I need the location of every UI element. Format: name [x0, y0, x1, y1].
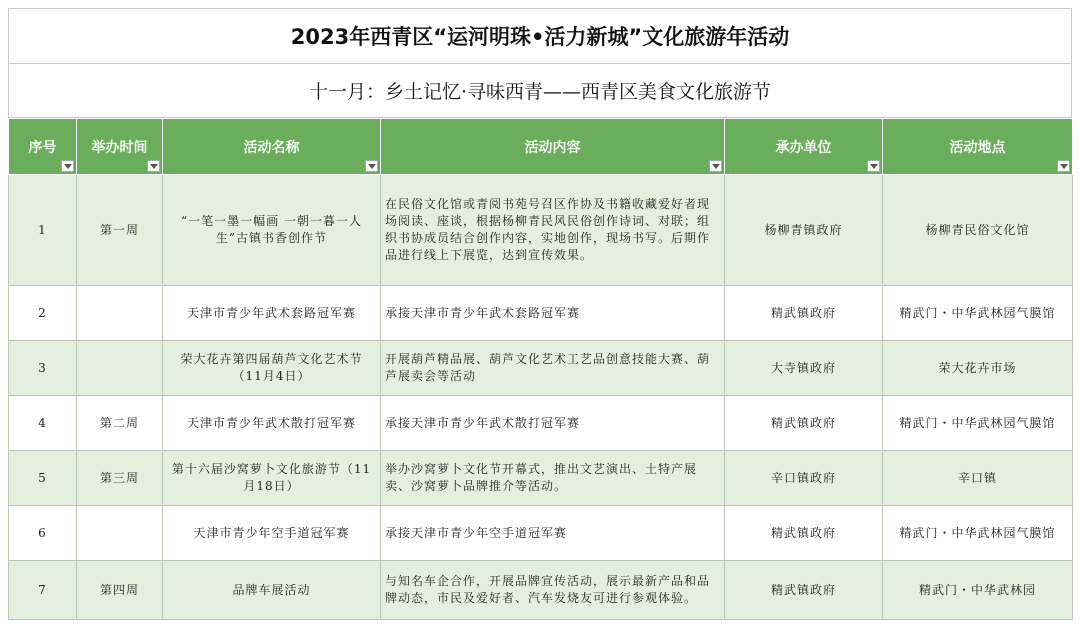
table-row: [9, 451, 1073, 506]
cell-no[interactable]: 2: [9, 286, 77, 341]
table-row: [9, 175, 1073, 286]
cell-content[interactable]: 承接天津市青少年空手道冠军赛: [381, 506, 725, 561]
cell-org[interactable]: 杨柳青镇政府: [725, 175, 883, 286]
cell-org[interactable]: 大寺镇政府: [725, 341, 883, 396]
column-header-place: 活动地点: [883, 119, 1073, 175]
cell-no[interactable]: 4: [9, 396, 77, 451]
column-header-org: 承办单位: [725, 119, 883, 175]
page-subtitle: 十一月：乡土记忆·寻味西青——西青区美食文化旅游节: [8, 64, 1072, 118]
filter-dropdown-icon[interactable]: [365, 160, 378, 172]
cell-place[interactable]: 精武门・中华武林园气膜馆: [883, 396, 1073, 451]
cell-org[interactable]: 辛口镇政府: [725, 451, 883, 506]
page-title: 2023年西青区“运河明珠•活力新城”文化旅游年活动: [8, 8, 1072, 64]
filter-dropdown-icon[interactable]: [867, 160, 880, 172]
cell-content[interactable]: 开展葫芦精品展、葫芦文化艺术工艺品创意技能大赛、葫芦展卖会等活动: [381, 341, 725, 396]
cell-time[interactable]: 第三周: [77, 451, 163, 506]
filter-dropdown-icon[interactable]: [61, 160, 74, 172]
cell-place[interactable]: 荣大花卉市场: [883, 341, 1073, 396]
cell-name[interactable]: 第十六届沙窝萝卜文化旅游节（11月18日）: [163, 451, 381, 506]
cell-name[interactable]: 天津市青少年空手道冠军赛: [163, 506, 381, 561]
cell-no[interactable]: 5: [9, 451, 77, 506]
cell-org[interactable]: 精武镇政府: [725, 506, 883, 561]
column-header-no: 序号: [9, 119, 77, 175]
column-header-name: 活动名称: [163, 119, 381, 175]
cell-content[interactable]: 在民俗文化馆或青阅书苑号召区作协及书籍收藏爱好者现场阅读、座谈，根据杨柳青民风民俗创作诗词、对联；组织书协成员结合创作内容，实地创作，现场书写。后期作品进行线上下展览，达到宣传效果。: [381, 175, 725, 286]
cell-time[interactable]: [77, 506, 163, 561]
table-row: [9, 506, 1073, 561]
filter-dropdown-icon[interactable]: [1057, 160, 1070, 172]
table-row: [9, 561, 1073, 620]
cell-content[interactable]: 承接天津市青少年武术套路冠军赛: [381, 286, 725, 341]
cell-name[interactable]: 品牌车展活动: [163, 561, 381, 620]
cell-org[interactable]: 精武镇政府: [725, 286, 883, 341]
column-header-time: 举办时间: [77, 119, 163, 175]
cell-name[interactable]: 荣大花卉第四届葫芦文化艺术节（11月4日）: [163, 341, 381, 396]
cell-content[interactable]: 举办沙窝萝卜文化节开幕式，推出文艺演出、土特产展卖、沙窝萝卜品牌推介等活动。: [381, 451, 725, 506]
cell-name[interactable]: 天津市青少年武术散打冠军赛: [163, 396, 381, 451]
table-row: [9, 396, 1073, 451]
filter-dropdown-icon[interactable]: [709, 160, 722, 172]
cell-org[interactable]: 精武镇政府: [725, 561, 883, 620]
table-row: [9, 286, 1073, 341]
column-header-content: 活动内容: [381, 119, 725, 175]
cell-content[interactable]: 与知名车企合作，开展品牌宣传活动，展示最新产品和品牌动态，市民及爱好者、汽车发烧友可进行参观体验。: [381, 561, 725, 620]
cell-place[interactable]: 辛口镇: [883, 451, 1073, 506]
spreadsheet: [8, 8, 1072, 620]
cell-org[interactable]: 精武镇政府: [725, 396, 883, 451]
header-row: [9, 119, 1073, 175]
cell-place[interactable]: 精武门・中华武林园气膜馆: [883, 506, 1073, 561]
cell-no[interactable]: 1: [9, 175, 77, 286]
cell-place[interactable]: 精武门・中华武林园: [883, 561, 1073, 620]
cell-name[interactable]: 天津市青少年武术套路冠军赛: [163, 286, 381, 341]
cell-time[interactable]: [77, 286, 163, 341]
cell-no[interactable]: 3: [9, 341, 77, 396]
cell-time[interactable]: [77, 341, 163, 396]
cell-place[interactable]: 杨柳青民俗文化馆: [883, 175, 1073, 286]
cell-name[interactable]: “一笔一墨一幅画 一朝一暮一人生”古镇书香创作节: [163, 175, 381, 286]
cell-no[interactable]: 6: [9, 506, 77, 561]
cell-time[interactable]: 第二周: [77, 396, 163, 451]
cell-time[interactable]: 第一周: [77, 175, 163, 286]
activity-table: [8, 118, 1073, 620]
cell-time[interactable]: 第四周: [77, 561, 163, 620]
filter-dropdown-icon[interactable]: [147, 160, 160, 172]
cell-place[interactable]: 精武门・中华武林园气膜馆: [883, 286, 1073, 341]
cell-no[interactable]: 7: [9, 561, 77, 620]
cell-content[interactable]: 承接天津市青少年武术散打冠军赛: [381, 396, 725, 451]
table-row: [9, 341, 1073, 396]
